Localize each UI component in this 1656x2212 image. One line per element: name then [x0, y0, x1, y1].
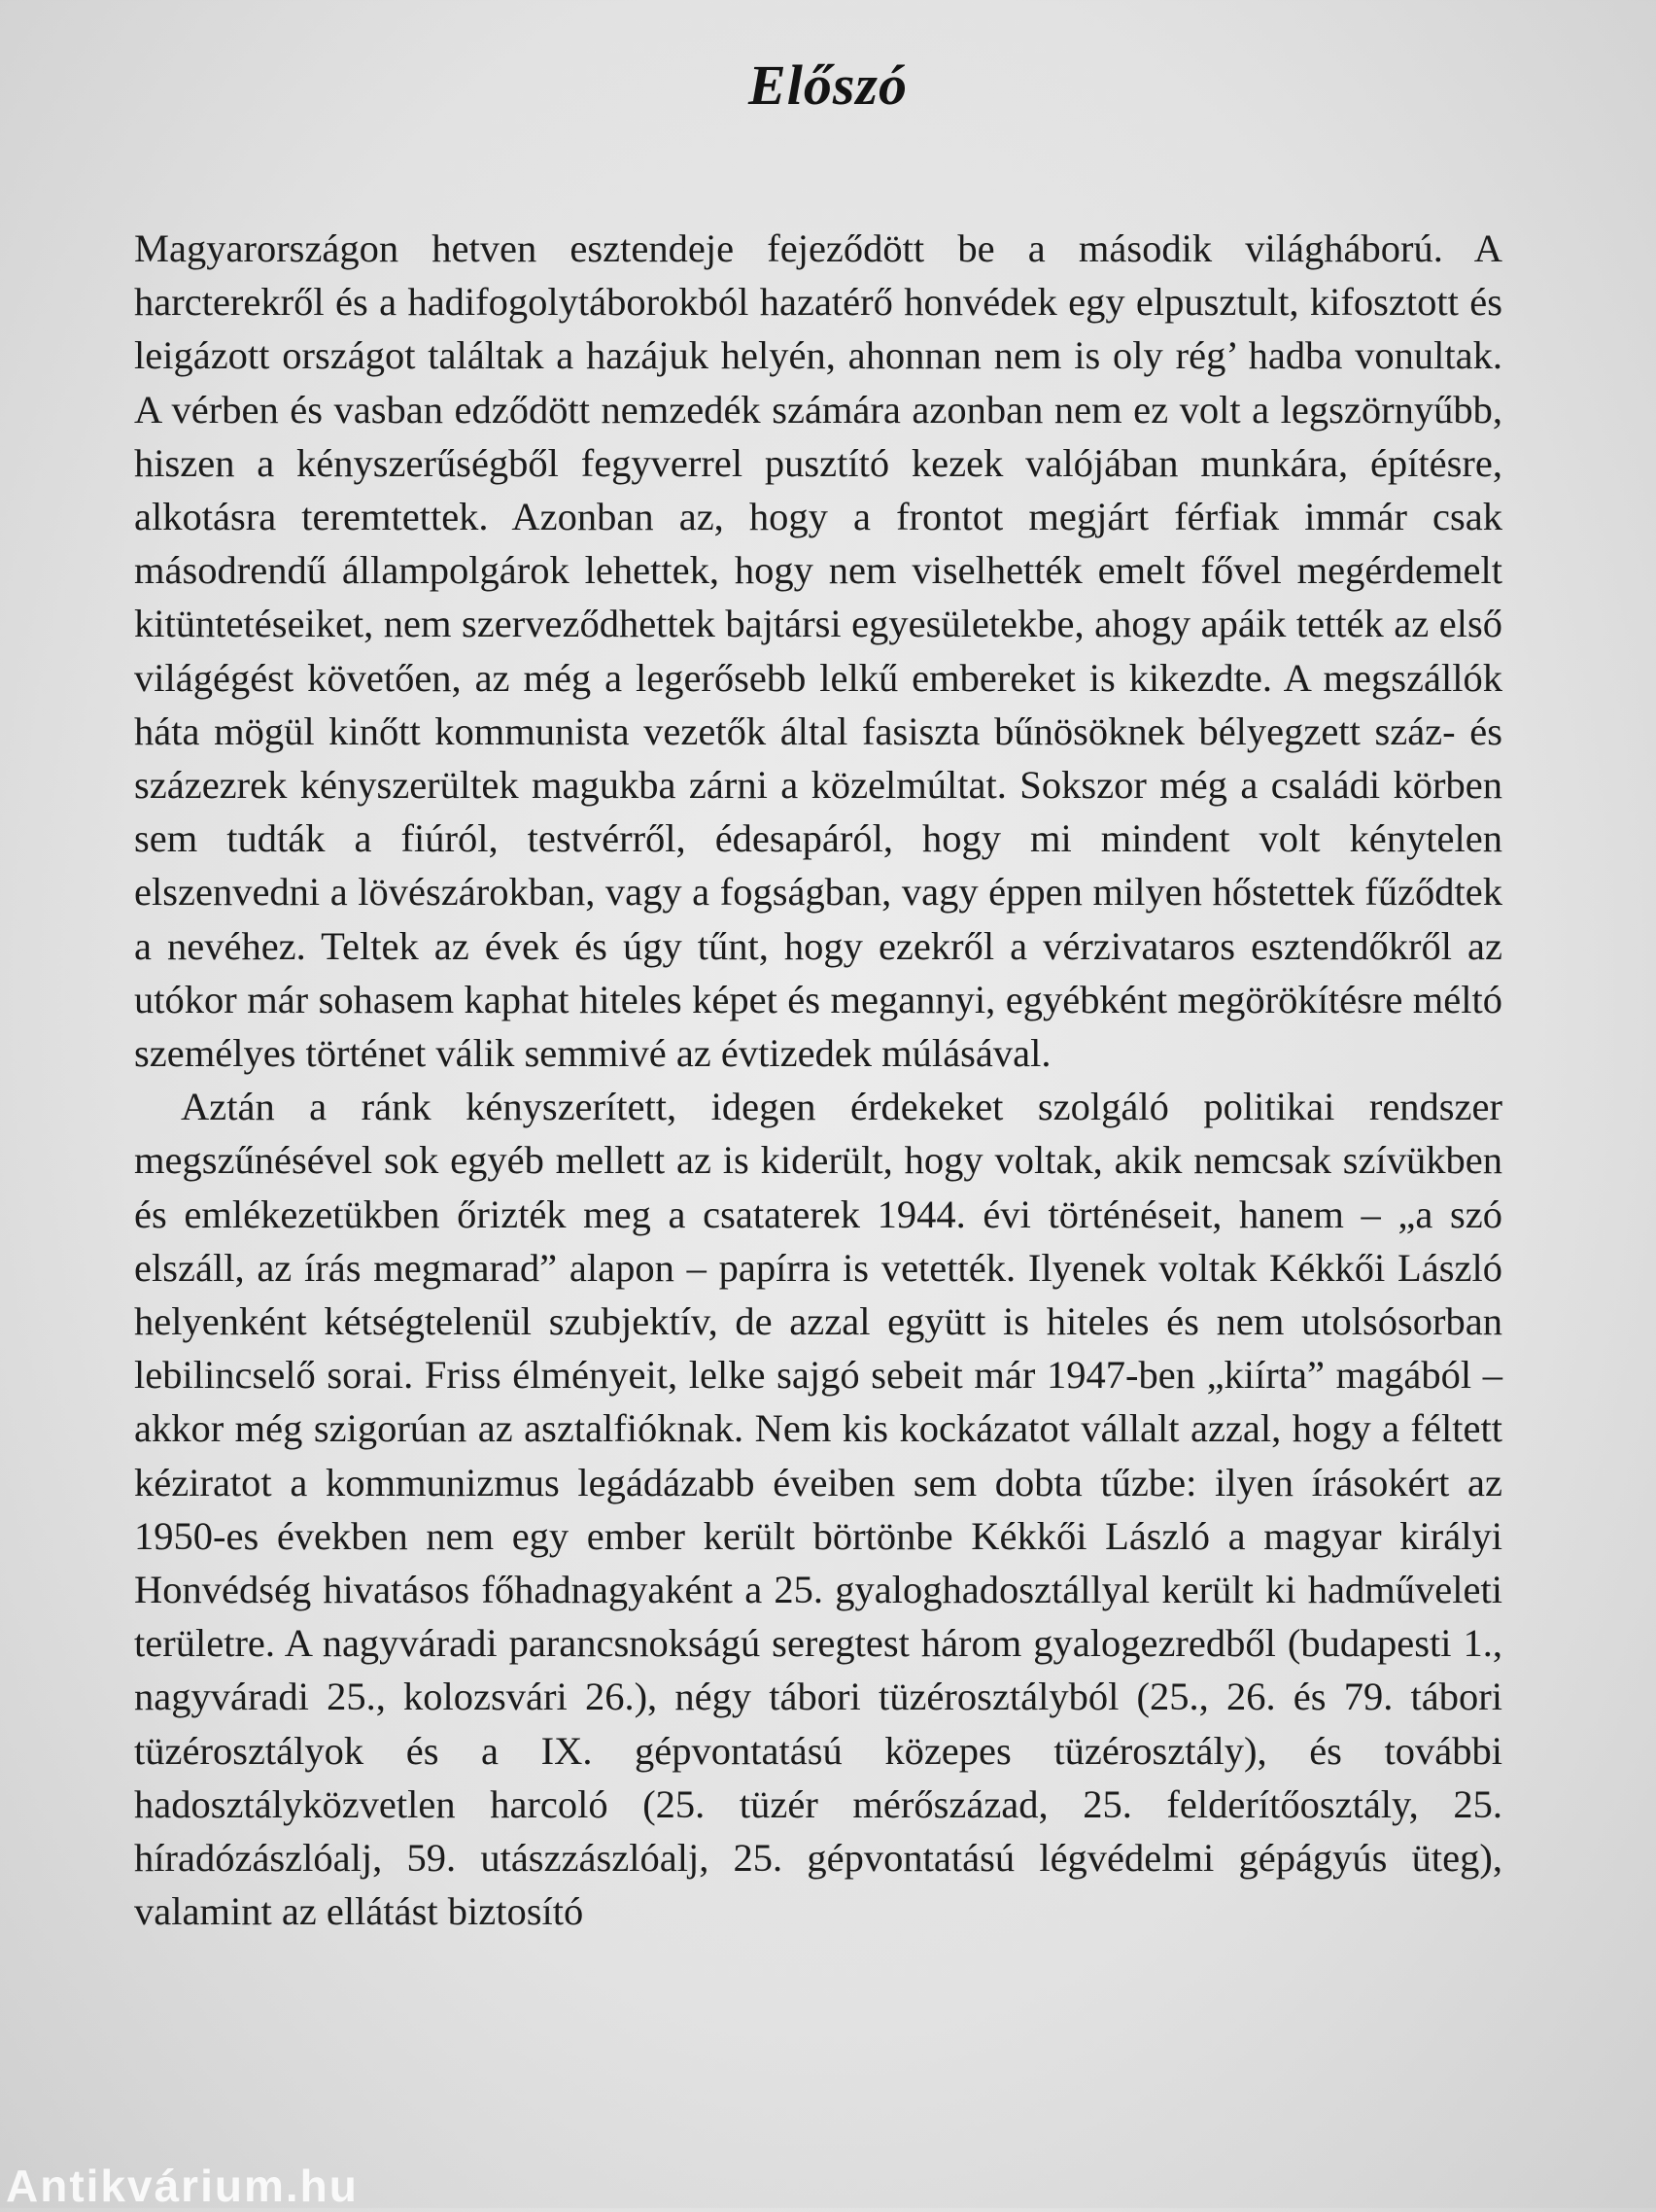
page-title: Előszó [748, 53, 908, 117]
paragraph-2: Aztán a ránk kényszerített, idegen érdekeket szolgáló politikai rendszer megszűnésével sok egyéb mellett az is kiderült, hogy voltak, akik nemcsak szívükben és emlékezetükben őrizték meg a csataterek 1944. évi történéseit, hanem – „a szó elszáll, az írás megmarad” alapon – papírra is vetették. Ilyenek voltak Kékkői László helyenként kétségtelenül szubjektív, de azzal együtt is hiteles és nem utolsósorban lebilincselő sorai. Friss élményeit, lelke sajgó sebeit már 1947-ben „kiírta” magából – akkor még szigorúan az asztalfióknak. Nem kis kockázatot vállalt azzal, hogy a féltett kéziratot a kommunizmus legádázabb éveiben sem dobta tűzbe: ilyen írásokért az 1950-es években nem egy ember került börtönbe Kékkői László a magyar királyi Honvédség hivatásos főhadnagyaként a 25. gyaloghadosztállyal került ki hadműveleti területre. A nagyváradi parancsnokságú seregtest három gyalogezredből (budapesti 1., nagyváradi 25., kolozsvári 26.), négy tábori tüzérosztályból (25., 26. és 79. tábori tüzérosztályok és a IX. gépvontatású közepes tüzérosztály), és további hadosztályközvetlen harcoló (25. tüzér mérőszázad, 25. felderítőosztály, 25. híradózászlóalj, 59. utászzászlóalj, 25. gépvontatású légvédelmi gépágyús üteg), valamint az ellátást biztosító [134, 1085, 1502, 1934]
body-text [134, 222, 1502, 1939]
paragraph-1: Magyarországon hetven esztendeje fejeződött be a második világháború. A harcterekről és a hadifogolytáborokból hazatérő honvédek egy elpusztult, kifosztott és leigázott országot találtak a hazájuk helyén, ahonnan nem is oly rég’ hadba vonultak. A vérben és vasban edződött nemzedék számára azonban nem ez volt a legszörnyűbb, hiszen a kényszerűségből fegyverrel pusztító kezek valójában munkára, építésre, alkotásra teremtettek. Azonban az, hogy a frontot megjárt férfiak immár csak másodrendű állampolgárok lehettek, hogy nem viselhették emelt fővel megérdemelt kitüntetéseiket, nem szerveződhettek bajtársi egyesületekbe, ahogy apáik tették az első világégést követően, az még a legerősebb lelkű embereket is kikezdte. A megszállók háta mögül kinőtt kommunista vezetők által fasiszta bűnösöknek bélyegzett száz- és százezrek kényszerültek magukba zárni a közelmúltat. Sokszor még a családi körben sem tudták a fiúról, testvérről, édesapáról, hogy mi mindent volt kénytelen elszenvedni a lövészárokban, vagy a fogságban, vagy éppen milyen hőstettek fűződtek a nevéhez. Teltek az évek és úgy tűnt, hogy ezekről a vérzivataros esztendőkről az utókor már sohasem kaphat hiteles képet és megannyi, egyébként megörökítésre méltó személyes történet válik semmivé az évtizedek múlásával. [134, 226, 1502, 1076]
watermark-text: Antikvárium.hu [6, 2160, 359, 2211]
